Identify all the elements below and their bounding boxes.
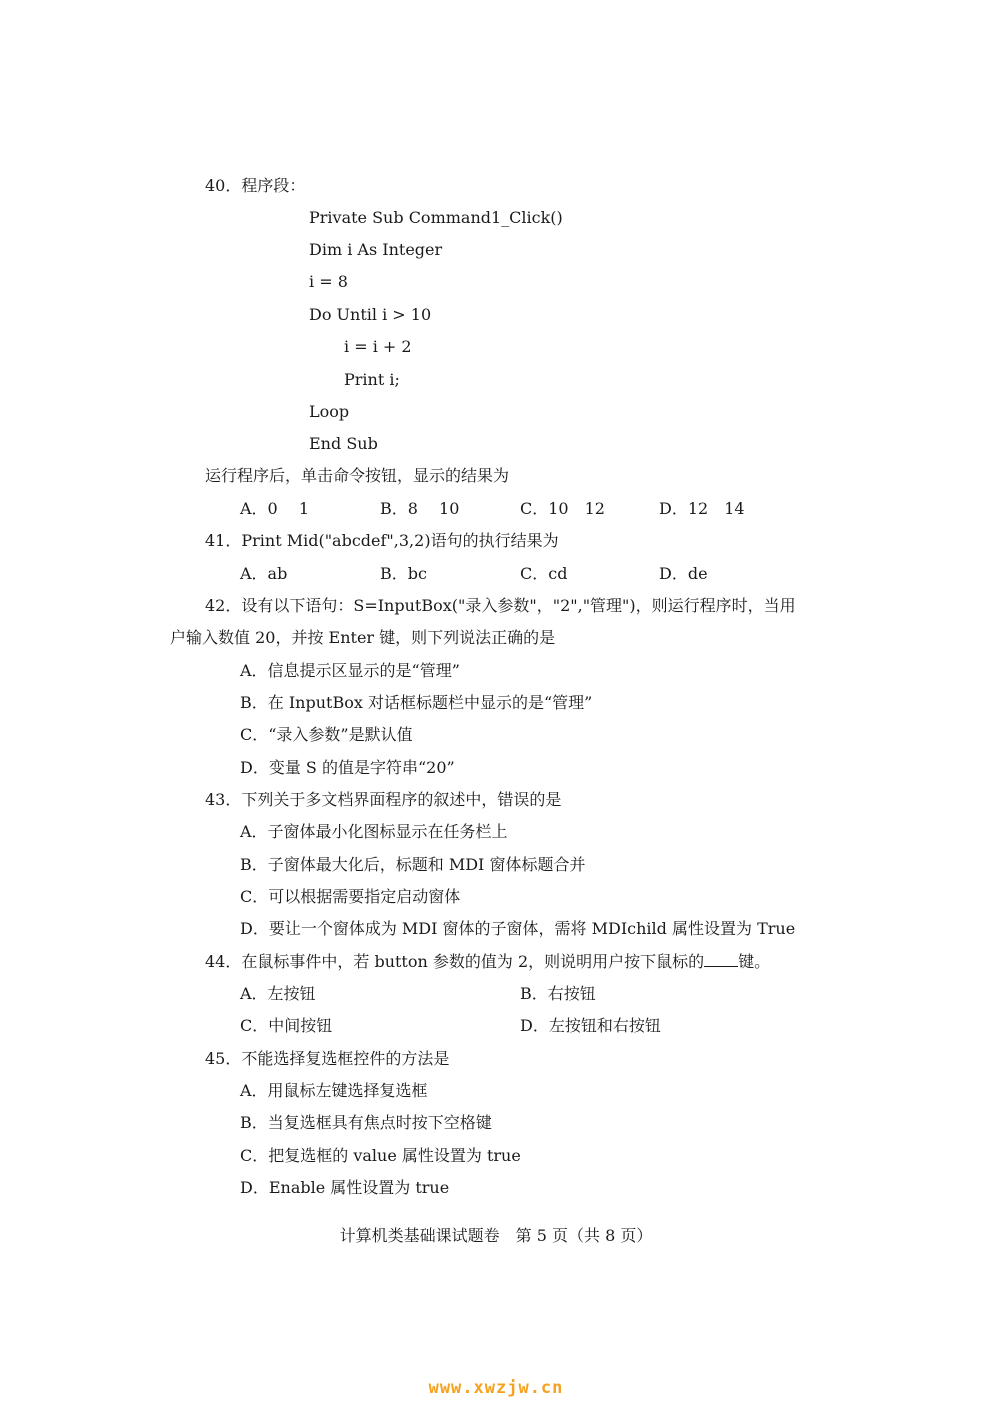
q40-prompt: 运行程序后，单击命令按钮，显示的结果为 bbox=[205, 466, 510, 485]
q44-option-a: A．左按钮 bbox=[240, 984, 316, 1003]
q40-option-c: C．10 12 bbox=[520, 499, 605, 518]
site-watermark: www.xwzjw.cn bbox=[428, 1378, 564, 1398]
q43-option-b: B．子窗体最大化后，标题和 MDI 窗体标题合并 bbox=[240, 855, 586, 874]
q41-stem: 41．Print Mid("abcdef",3,2)语句的执行结果为 bbox=[205, 531, 559, 550]
q43-stem: 43．下列关于多文档界面程序的叙述中，错误的是 bbox=[205, 790, 562, 809]
code-line: Do Until i > 10 bbox=[309, 305, 432, 324]
code-line: i = i + 2 bbox=[344, 337, 412, 356]
q42-stem-line1: 42．设有以下语句：S=InputBox("录入参数"，"2","管理")，则运行程序时，当用 bbox=[205, 596, 796, 615]
q40-option-d: D．12 14 bbox=[659, 499, 745, 518]
page-footer: 计算机类基础课试题卷 第 5 页（共 8 页） bbox=[339, 1226, 653, 1245]
q45-option-b: B．当复选框具有焦点时按下空格键 bbox=[240, 1113, 492, 1132]
q44-option-d: D．左按钮和右按钮 bbox=[520, 1016, 661, 1035]
q45-option-d: D．Enable 属性设置为 true bbox=[240, 1178, 450, 1197]
code-line: Print i; bbox=[344, 370, 400, 389]
q42-option-b: B．在 InputBox 对话框标题栏中显示的是“管理” bbox=[240, 693, 593, 712]
code-line: Dim i As Integer bbox=[309, 240, 443, 259]
q40-option-b: B．8 10 bbox=[380, 499, 460, 518]
answer-blank bbox=[704, 952, 738, 967]
code-line: i = 8 bbox=[309, 272, 348, 291]
q42-option-a: A．信息提示区显示的是“管理” bbox=[240, 661, 460, 680]
q45-stem: 45．不能选择复选框控件的方法是 bbox=[205, 1049, 450, 1068]
q44-stem-after: 键。 bbox=[738, 952, 771, 971]
q41-option-b: B．bc bbox=[380, 564, 427, 583]
q42-stem-line2: 户输入数值 20，并按 Enter 键，则下列说法正确的是 bbox=[170, 628, 556, 647]
q40-option-a: A．0 1 bbox=[240, 499, 310, 518]
code-line: Private Sub Command1_Click() bbox=[309, 208, 563, 227]
q40-stem: 40．程序段： bbox=[205, 176, 306, 195]
q44-option-c: C．中间按钮 bbox=[240, 1016, 333, 1035]
q42-option-c: C．“录入参数”是默认值 bbox=[240, 725, 413, 744]
q41-option-a: A．ab bbox=[240, 564, 288, 583]
q45-option-a: A．用鼠标左键选择复选框 bbox=[240, 1081, 428, 1100]
q43-option-d: D．要让一个窗体成为 MDI 窗体的子窗体，需将 MDIchild 属性设置为 True bbox=[240, 919, 796, 938]
q41-option-c: C．cd bbox=[520, 564, 568, 583]
q43-option-c: C．可以根据需要指定启动窗体 bbox=[240, 887, 461, 906]
q43-option-a: A．子窗体最小化图标显示在任务栏上 bbox=[240, 822, 508, 841]
code-line: Loop bbox=[309, 402, 350, 421]
q45-option-c: C．把复选框的 value 属性设置为 true bbox=[240, 1146, 521, 1165]
code-line: End Sub bbox=[309, 434, 378, 453]
q42-option-d: D．变量 S 的值是字符串“20” bbox=[240, 758, 455, 777]
q44-stem bbox=[205, 952, 770, 972]
q41-option-d: D．de bbox=[659, 564, 708, 583]
q44-option-b: B．右按钮 bbox=[520, 984, 596, 1003]
q44-stem-before: 44．在鼠标事件中，若 button 参数的值为 2，则说明用户按下鼠标的 bbox=[205, 952, 705, 971]
